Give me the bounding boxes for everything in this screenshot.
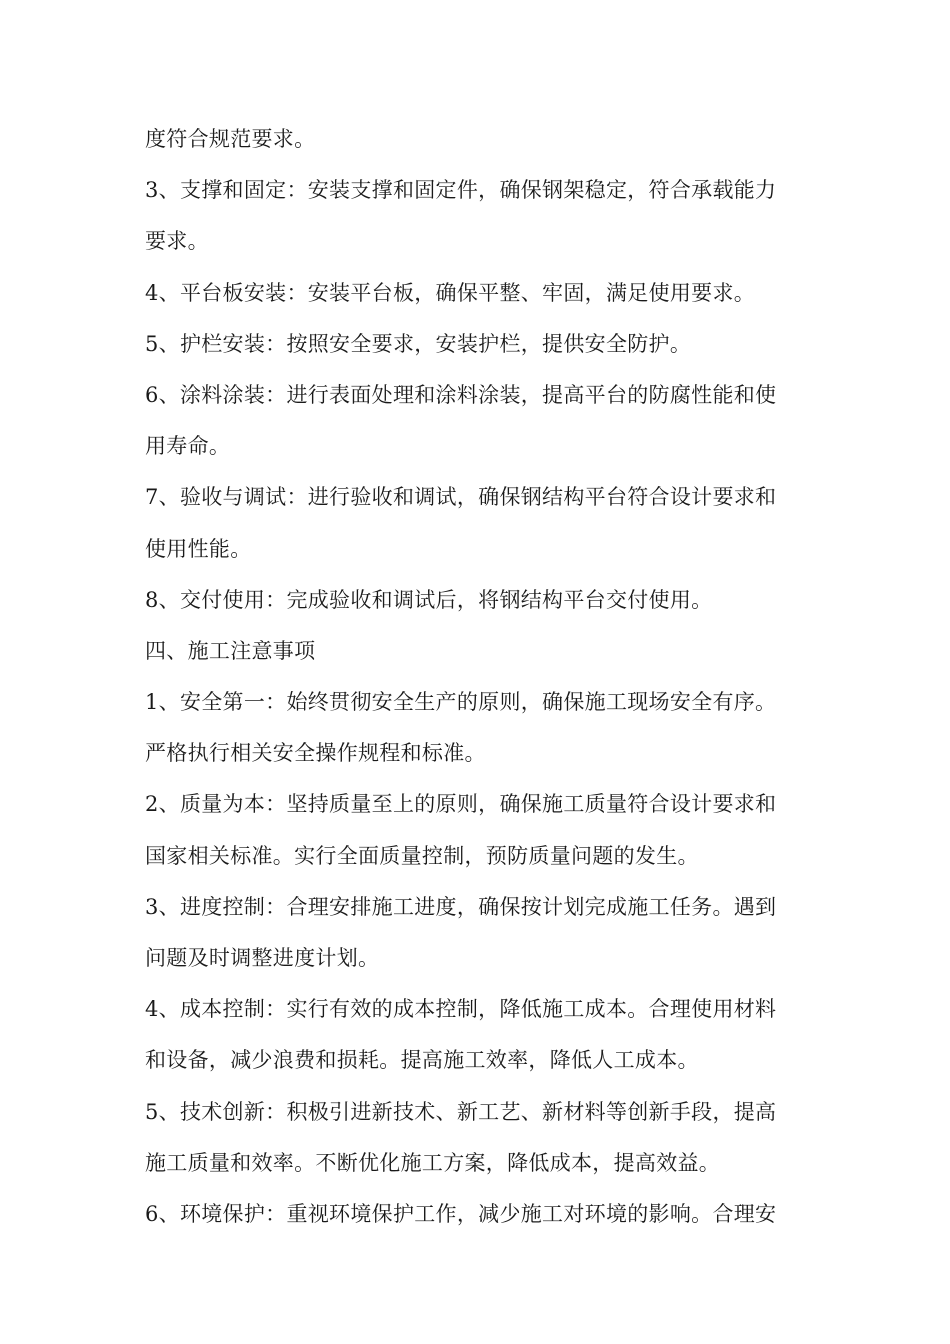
text-line: 问题及时调整进度计划。	[145, 946, 380, 970]
text-line: 严格执行相关安全操作规程和标准。	[145, 741, 486, 766]
text-line: 3、进度控制：合理安排施工进度，确保按计划完成施工任务。遇到	[145, 894, 777, 919]
text-line: 2、质量为本：坚持质量至上的原则，确保施工质量符合设计要求和	[145, 792, 777, 817]
text-line: 6、涂料涂装：进行表面处理和涂料涂装，提高平台的防腐性能和使	[145, 382, 777, 407]
document-body	[145, 117, 810, 1243]
text-line: 用寿命。	[145, 434, 231, 459]
text-line: 度符合规范要求。	[145, 127, 316, 151]
text-line: 1、安全第一：始终贯彻安全生产的原则，确保施工现场安全有序。	[145, 690, 777, 715]
text-line: 8、交付使用：完成验收和调试后，将钢结构平台交付使用。	[145, 587, 713, 612]
text-line: 6、环境保护：重视环境保护工作，减少施工对环境的影响。合理安	[145, 1201, 777, 1226]
text-line: 7、验收与调试：进行验收和调试，确保钢结构平台符合设计要求和	[145, 485, 777, 510]
text-line: 国家相关标准。实行全面质量控制，预防质量问题的发生。	[145, 843, 699, 868]
text-line: 4、平台板安装：安装平台板，确保平整、牢固，满足使用要求。	[145, 280, 756, 305]
text-line: 使用性能。	[145, 536, 252, 561]
text-line: 和设备，减少浪费和损耗。提高施工效率，降低人工成本。	[145, 1048, 699, 1073]
text-line: 施工质量和效率。不断优化施工方案，降低成本，提高效益。	[145, 1150, 721, 1175]
section-heading: 四、施工注意事项	[145, 638, 316, 663]
text-line: 5、技术创新：积极引进新技术、新工艺、新材料等创新手段，提高	[145, 1099, 777, 1124]
text-line: 4、成本控制：实行有效的成本控制，降低施工成本。合理使用材料	[145, 997, 777, 1022]
text-line: 3、支撑和固定：安装支撑和固定件，确保钢架稳定，符合承载能力	[145, 178, 777, 203]
text-line: 5、护栏安装：按照安全要求，安装护栏，提供安全防护。	[145, 331, 692, 356]
text-line: 要求。	[145, 229, 209, 254]
